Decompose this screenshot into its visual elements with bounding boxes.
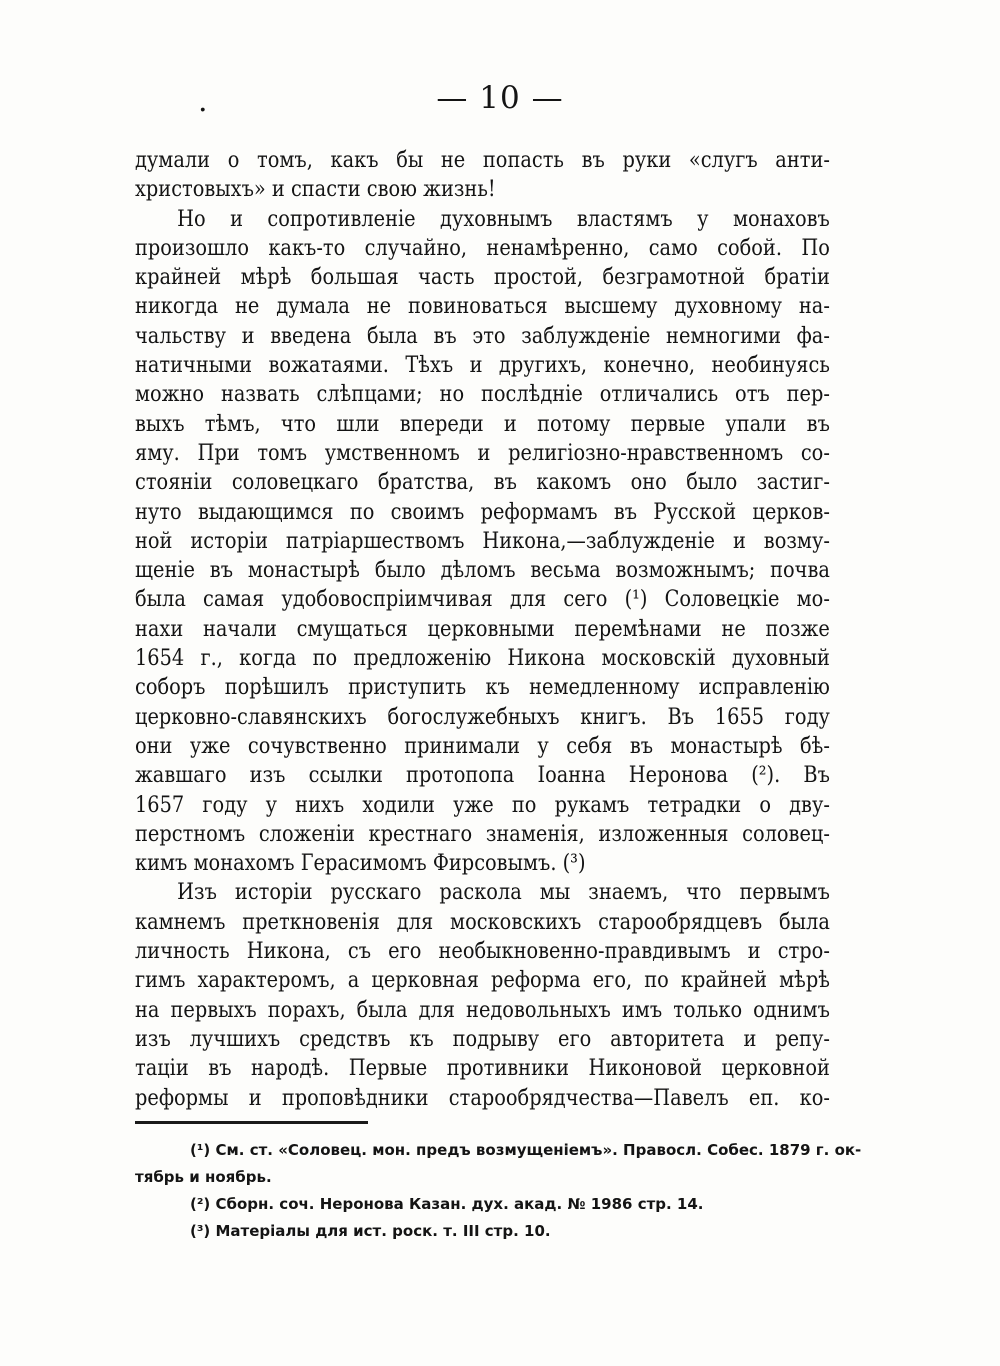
paragraph-start-line: Изъ исторіи русскаго раскола мы знаемъ, что первымъ <box>177 879 830 906</box>
footnote-1: (¹) См. ст. «Соловец. мон. предъ возмущеніемъ». Правосл. Собес. 1879 г. ок- <box>190 1141 862 1159</box>
text-line: реформы и проповѣдники старообрядчества—Павелъ еп. ко- <box>135 1084 830 1111</box>
text-line: ной исторіи патріаршествомъ Никона,—заблужденіе и возму- <box>135 527 830 554</box>
text-line: можно назвать слѣпцами; но послѣдніе отличались отъ пер- <box>135 381 830 408</box>
text-line: 1654 г., когда по предложенію Никона московскій духовный <box>135 645 830 672</box>
text-line: кимъ монахомъ Герасимомъ Фирсовымъ. (³) <box>135 850 586 877</box>
paragraph-start-line: Но и сопротивленіе духовнымъ властямъ у монаховъ <box>177 205 830 232</box>
text-line: гимъ характеромъ, а церковная реформа его, по крайней мѣрѣ <box>135 967 830 994</box>
text-line: яму. При томъ умственномъ и религіозно-нравственномъ со- <box>135 439 830 466</box>
text-line: церковно-славянскихъ богослужебныхъ книгъ. Въ 1655 году <box>135 703 830 730</box>
text-line: камнемъ преткновенія для московскихъ старообрядцевъ была <box>135 908 830 935</box>
text-line: никогда не думала не повиноваться высшему духовному на- <box>135 293 830 320</box>
text-line: щеніе въ монастырѣ было дѣломъ весьма возможнымъ; почва <box>135 557 830 584</box>
text-line: стояніи соловецкаго братства, въ какомъ оно было застиг- <box>135 469 830 496</box>
text-line: 1657 году у нихъ ходили уже по рукамъ тетрадки о дву- <box>135 791 830 818</box>
footnotes <box>135 1137 862 1245</box>
main-text <box>135 146 830 1113</box>
text-line: произошло какъ-то случайно, ненамѣренно, само собой. По <box>135 234 830 261</box>
text-line: христовыхъ» и спасти свою жизнь! <box>135 176 496 203</box>
text-line: они уже сочувственно принимали у себя въ монастырѣ бѣ- <box>135 732 830 759</box>
footnote-1-continuation: тябрь и ноябрь. <box>135 1168 272 1186</box>
footnote-separator <box>135 1121 368 1124</box>
text-line: нахи начали смущаться церковными перемѣнами не позже <box>135 615 830 642</box>
text-line: таціи въ народѣ. Первые противники Никоновой церковной <box>135 1055 830 1082</box>
text-line: перстномъ сложеніи крестнаго знаменія, изложенныя соловец- <box>135 820 830 847</box>
text-line: думали о томъ, какъ бы не попасть въ руки «слугъ анти- <box>135 147 830 173</box>
footnote-3: (³) Матеріалы для ист. роск. т. III стр. 10. <box>190 1222 551 1240</box>
text-line: крайней мѣрѣ большая часть простой, безграмотной братіи <box>135 264 830 291</box>
footnote-2: (²) Сборн. соч. Неронова Казан. дух. акад. № 1986 стр. 14. <box>190 1195 704 1213</box>
text-line: натичными вожатаями. Тѣхъ и другихъ, конечно, необинуясь <box>135 352 830 379</box>
page-number: — 10 — <box>436 80 564 116</box>
text-line: была самая удобовоспріимчивая для сего (¹) Соловецкіе мо- <box>135 586 830 613</box>
text-line: жавшаго изъ ссылки протопопа Іоанна Неронова (²). Въ <box>135 762 830 789</box>
text-line: личность Никона, съ его необыкновенно-правдивымъ и стро- <box>135 938 830 965</box>
text-line: изъ лучшихъ средствъ къ подрыву его авторитета и репу- <box>135 1025 830 1052</box>
text-line: выхъ тѣмъ, что шли впереди и потому первые упали въ <box>135 410 830 437</box>
text-line: соборъ порѣшилъ приступить къ немедленному исправленію <box>135 674 830 701</box>
page-marker-dot: . <box>198 84 208 119</box>
text-line: нуто выдающимся по своимъ реформамъ въ Русской церков- <box>135 498 830 525</box>
text-line: на первыхъ порахъ, была для недовольныхъ имъ только однимъ <box>135 996 830 1023</box>
text-line: чальству и введена была въ это заблужденіе немногими фа- <box>135 322 830 349</box>
